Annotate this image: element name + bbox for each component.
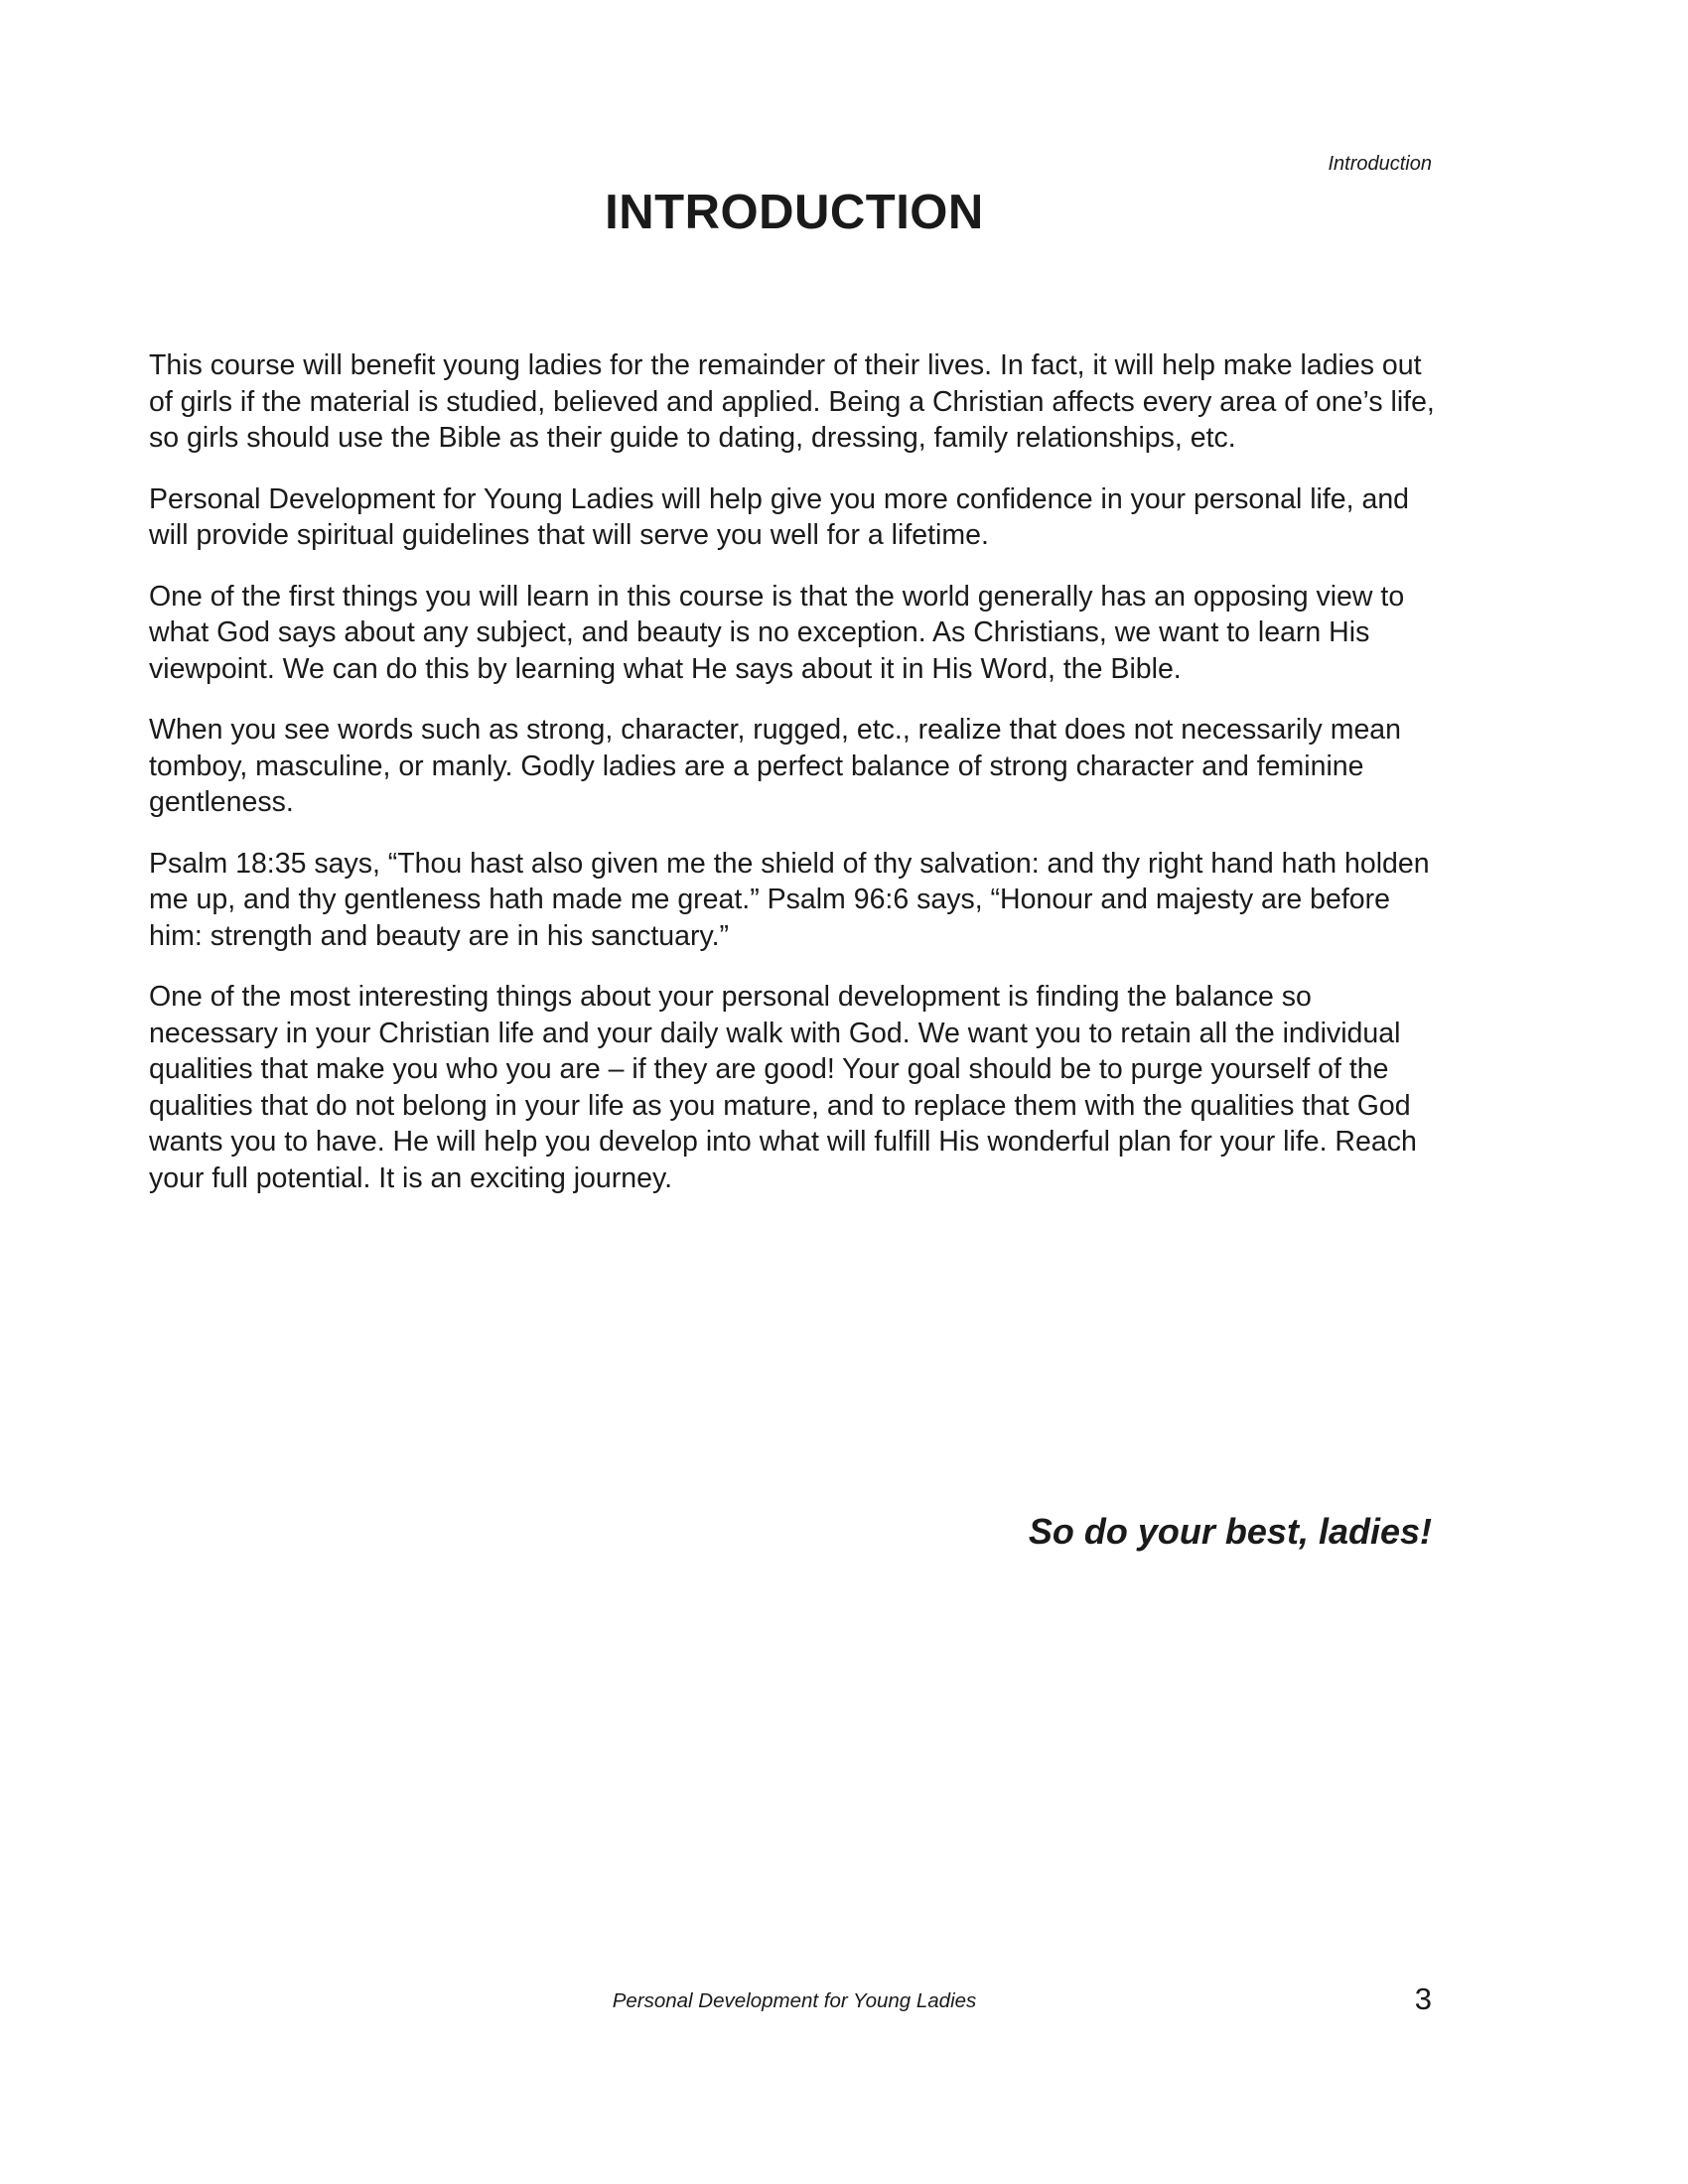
- paragraph-4: When you see words such as strong, character, rugged, etc., realize that does not necessarily mean tomboy, masculine, or manly. Godly ladies are a perfect balance of strong character and feminine gentleness.: [149, 714, 1401, 818]
- page-title: INTRODUCTION: [605, 186, 984, 239]
- paragraph-6: One of the most interesting things about your personal development is finding the balance so necessary in your Christian life and your daily walk with God. We want you to retain all the individual qualities that make you who you are – if they are good! Your goal should be to purge yourself of the qualities that do not belong in your life as you mature, and to replace them with the qualities that God wants you to have. He will help you develop into what will fulfill His wonderful plan for your life. Reach your full potential. It is an exciting journey.: [149, 981, 1417, 1194]
- running-head: Introduction: [1328, 153, 1432, 175]
- page-number: 3: [1414, 1981, 1432, 2016]
- paragraph-5: Psalm 18:35 says, “Thou hast also given me the shield of thy salvation: and thy right hand hath holden me up, and thy gentleness hath made me great.” Psalm 96:6 says, “Honour and majesty are before him: strength and beauty are in his sanctuary.”: [149, 847, 1430, 952]
- paragraph-2: Personal Development for Young Ladies will help give you more confidence in your personal life, and will provide spiritual guidelines that will serve you well for a lifetime.: [149, 482, 1410, 551]
- closing-line: So do your best, ladies!: [1028, 1511, 1432, 1552]
- paragraph-3: One of the first things you will learn in this course is that the world generally has an opposing view to what God says about any subject, and beauty is no exception. As Christians, we want to learn His viewpoint. We can do this by learning what He says about it in His Word, the Bible.: [149, 580, 1405, 685]
- body-text: [149, 347, 1440, 1221]
- footer-book-title: Personal Development for Young Ladies: [612, 1989, 977, 2012]
- paragraph-1: This course will benefit young ladies for the remainder of their lives. In fact, it will help make ladies out of girls if the material is studied, believed and applied. Being a Christian affects every area of one’s life, so girls should use the Bible as their guide to dating, dressing, family relationships, etc.: [149, 349, 1435, 454]
